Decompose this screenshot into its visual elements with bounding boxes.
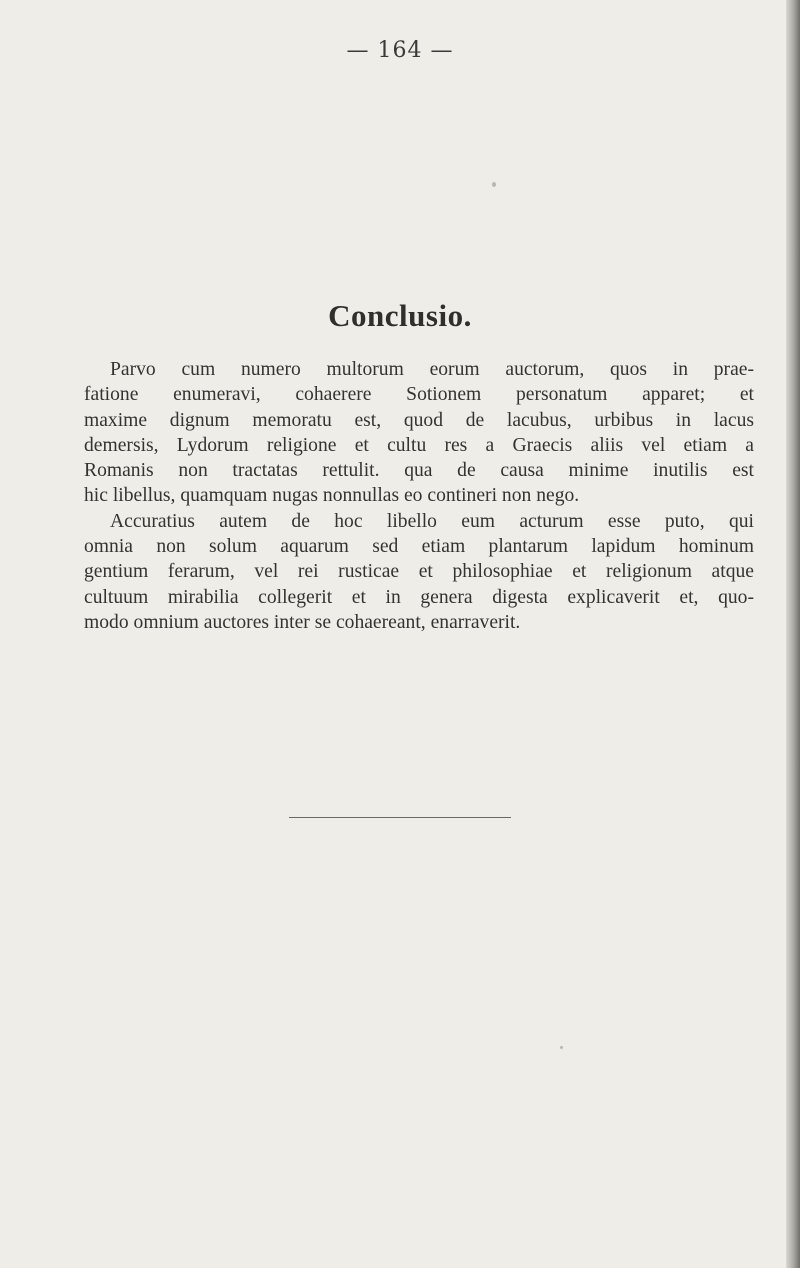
text-line: gentium ferarum, vel rei rusticae et philosophiae et religionum atque [84, 561, 754, 583]
ink-speck [492, 182, 496, 187]
body-text [84, 357, 754, 635]
section-heading: Conclusio. [328, 298, 472, 333]
text-line: omnia non solum aquarum sed etiam plantarum lapidum hominum [84, 536, 754, 558]
text-line: Romanis non tractatas rettulit. qua de causa minime inutilis est [84, 460, 754, 482]
text-line: Parvo cum numero multorum eorum auctorum, quos in prae- [110, 359, 754, 380]
text-line: hic libellus, quamquam nugas nonnullas eo contineri non nego. [84, 485, 580, 507]
section-end-rule [289, 817, 511, 818]
ink-speck [560, 1046, 563, 1049]
text-line: fatione enumeravi, cohaerere Sotionem personatum apparet; et [84, 384, 754, 406]
text-line: Accuratius autem de hoc libello eum acturum esse puto, qui [110, 510, 754, 532]
page-number: — 164 — [346, 38, 454, 63]
paragraph-2 [84, 509, 754, 635]
paragraph-1 [84, 357, 754, 509]
text-line: modo omnium auctores inter se cohaereant, enarraverit. [84, 611, 521, 633]
text-line: maxime dignum memoratu est, quod de lacubus, urbibus in lacus [84, 409, 754, 431]
text-line: cultuum mirabilia collegerit et in genera digesta explicaverit et, quo- [84, 586, 754, 608]
book-edge-shadow [786, 0, 800, 1268]
text-line: demersis, Lydorum religione et cultu res a Graecis aliis vel etiam a [84, 434, 754, 456]
